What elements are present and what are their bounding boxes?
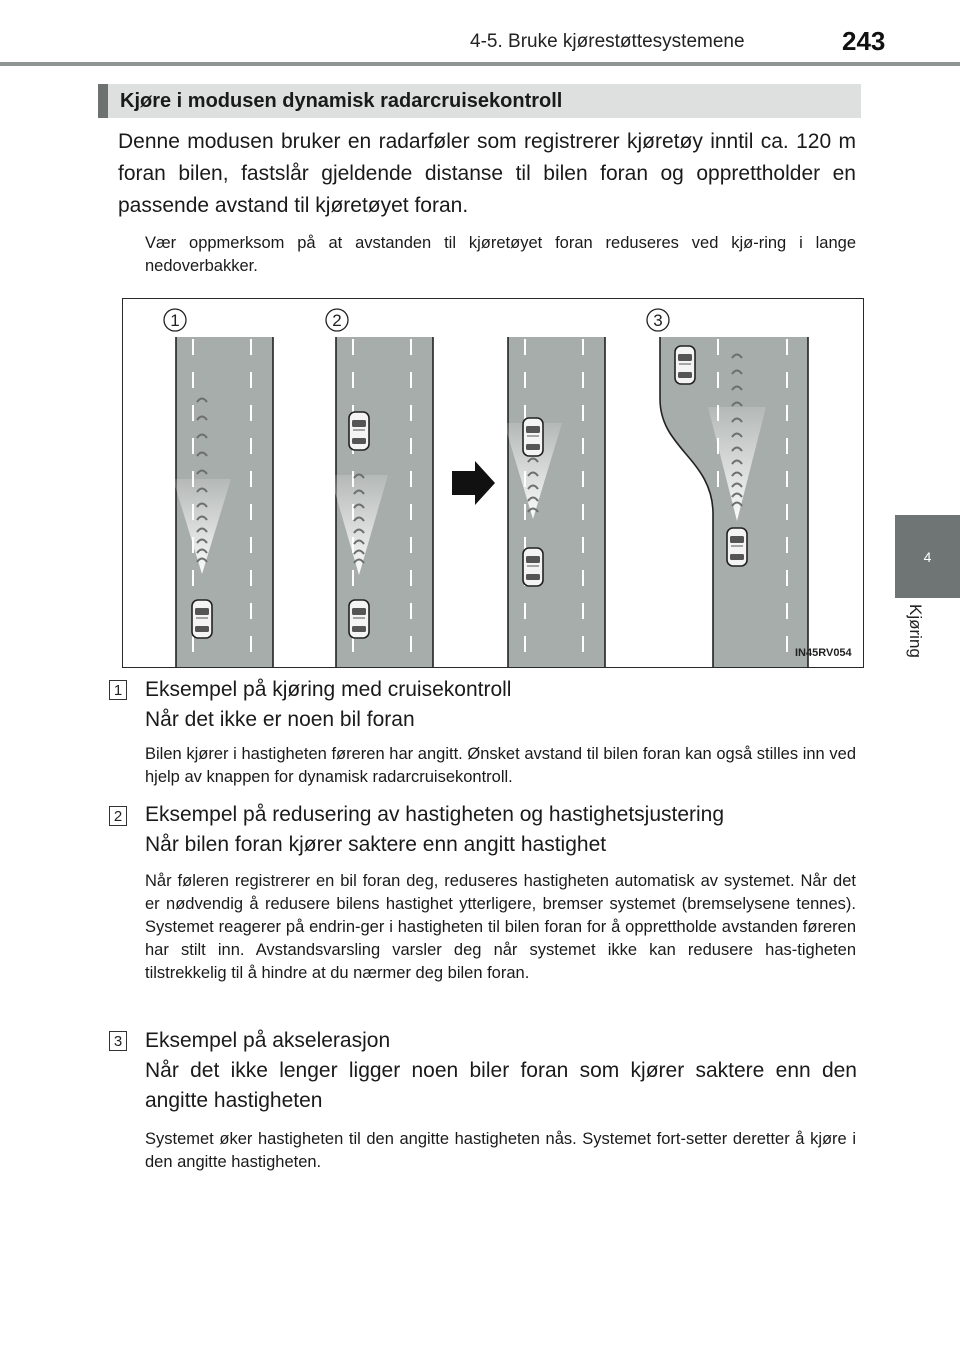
section-heading [98,84,861,118]
item-2-title-line2: Når bilen foran kjører saktere enn angitt hastighet [145,833,607,856]
figure-code: IN45RV054 [795,647,852,659]
chapter-number: 4 [923,548,932,565]
item-number-1: 1 [109,680,127,700]
transition-arrow [452,461,495,505]
item-number-2: 2 [109,806,127,826]
item-number-3: 3 [109,1031,127,1051]
lead-paragraph: Denne modusen bruker en radarføler som registrerer kjøretøy inntil ca. 120 m foran bilen, fastslår gjeldende distanse til bilen foran og opprettholder en passende avstand til kjøretøyet foran. [118,130,856,217]
chapter-label: Kjøring [906,604,925,658]
cruise-control-illustration [122,298,864,668]
item-3-body: Systemet øker hastigheten til den angitte hastigheten nås. Systemet fort-setter deretter å kjøre i den angitte hastigheten. [145,1130,856,1171]
note-paragraph: Vær oppmerksom på at avstanden til kjøretøyet foran reduseres ved kjø-ring i lange nedoverbakker. [145,234,856,275]
running-header-section: 4-5. Bruke kjørestøttesystemene [470,31,745,52]
road-1 [173,337,273,667]
road-3 [504,337,605,667]
callout-1: 1 [170,311,180,330]
item-1-title-line1: Eksempel på kjøring med cruisekontroll [145,678,512,701]
section-heading-bar [98,84,108,118]
page-number: 243 [842,26,886,56]
item-3-title-line2: Når det ikke lenger ligger noen biler foran som kjører saktere enn den angitte hastigheten [145,1059,857,1112]
item-1-body: Bilen kjører i hastigheten føreren har angitt. Ønsket avstand til bilen foran kan også stilles inn ved hjelp av knappen for dynamisk radarcruisekontroll. [145,745,856,786]
item-1-title [145,675,857,735]
callout-3: 3 [653,311,663,330]
chapter-tab [895,515,960,598]
item-2-body: Når føleren registrerer en bil foran deg, reduseres hastigheten automatisk av systemet. Når det er nødvendig å redusere bilens hastighet ytterligere, bremser systemet (bremselysene tennes). Systemet reagerer på endrin-ger i hastigheten til bilen foran for å opprettholde avstanden føreren har stilt inn. Avstandsvarsling varsler deg når systemet ikke kan redusere has-tigheten tilstrekkelig til å hindre at du nærmer deg bilen foran. [145,872,856,982]
item-2-title-line1: Eksempel på redusering av hastigheten og hastighetsjustering [145,803,725,826]
section-heading-text: Kjøre i modusen dynamisk radarcruisekontroll [120,89,563,112]
item-1-title-line2: Når det ikke er noen bil foran [145,708,415,731]
callout-2: 2 [332,311,342,330]
item-3-title [145,1026,857,1116]
road-4 [660,337,808,667]
road-2 [330,337,433,667]
item-3-title-line1: Eksempel på akselerasjon [145,1029,391,1052]
header-rule [0,62,960,66]
chapter-label-box [897,604,957,684]
item-2-title [145,800,857,860]
